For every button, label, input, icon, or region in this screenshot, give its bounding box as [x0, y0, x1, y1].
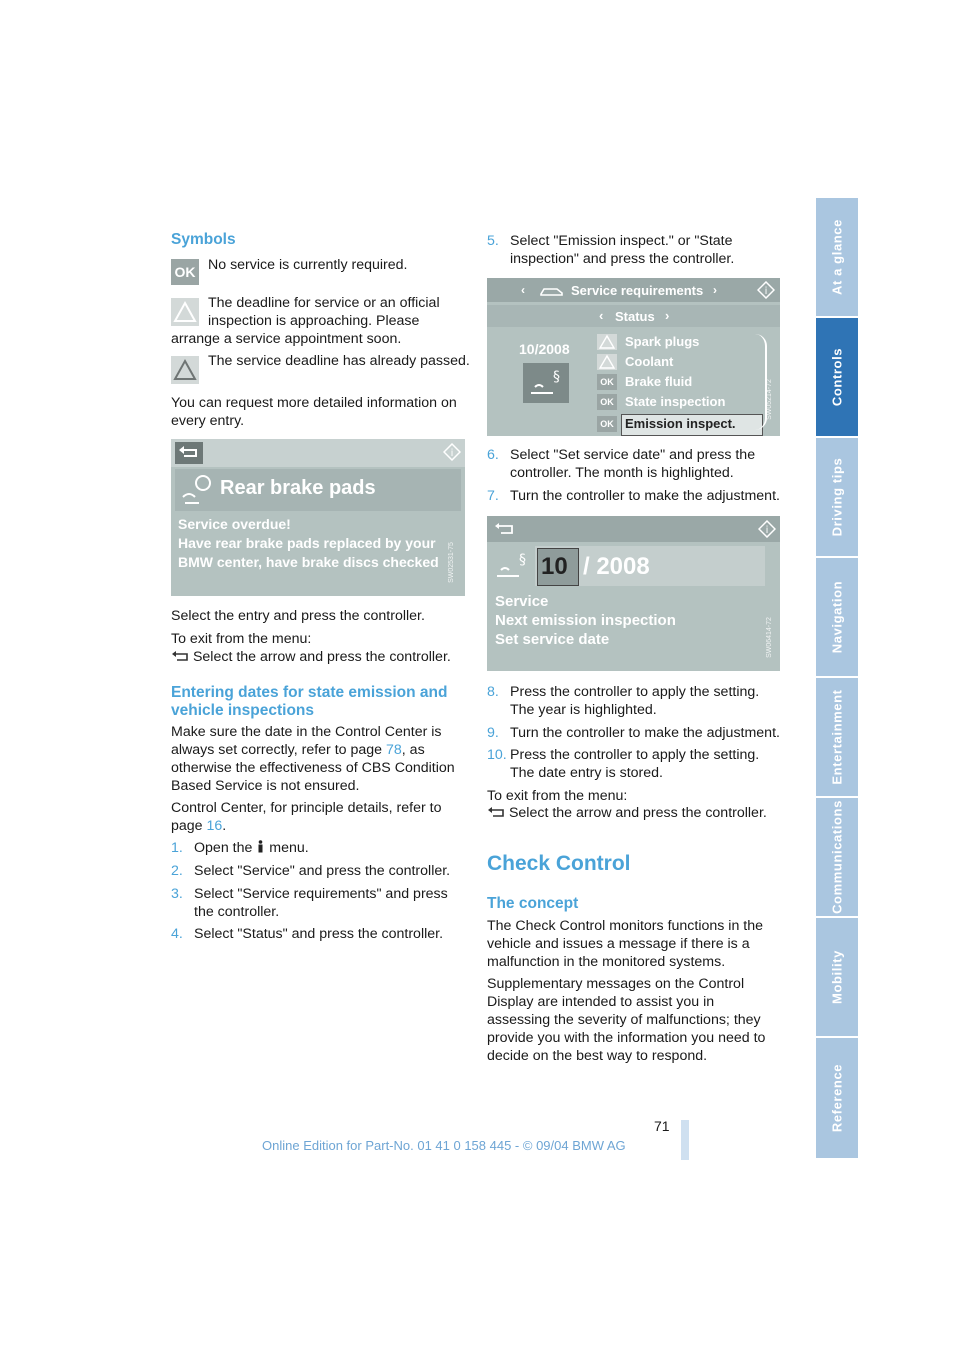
ok-icon: OK — [597, 374, 617, 390]
step-number: 10. — [487, 747, 507, 763]
step-2 — [171, 862, 451, 880]
car-icon — [539, 284, 565, 296]
warning-passed-icon — [171, 356, 199, 384]
heading-line: vehicle inspections — [171, 702, 314, 719]
symbol-approaching-line1: The deadline for service or an official — [208, 295, 440, 311]
service-overdue-text — [178, 515, 439, 572]
symbol-approaching-line3: arrange a service appointment soon. — [171, 331, 402, 347]
warning-icon — [597, 354, 617, 370]
back-arrow-button[interactable] — [175, 442, 203, 464]
image-code: SW02531-75 — [447, 542, 455, 583]
exit-select-line — [487, 804, 767, 822]
list-item-label: Emission inspect. — [625, 416, 736, 431]
rear-brake-pads-screen — [171, 439, 465, 596]
screen-title: Rear brake pads — [220, 477, 376, 499]
list-item-label: Coolant — [625, 354, 674, 369]
step-10 — [487, 746, 760, 781]
symbols-heading: Symbols — [171, 231, 236, 248]
tab-label: Controls — [829, 347, 845, 407]
make-sure-paragraph — [171, 723, 466, 795]
tab-driving-tips[interactable] — [816, 438, 858, 556]
status-left-arrow[interactable]: ‹ — [599, 308, 604, 323]
tab-at-a-glance[interactable] — [816, 198, 858, 316]
step-4 — [171, 925, 444, 943]
service-icon — [523, 363, 569, 403]
page-link-16[interactable]: 16 — [206, 818, 223, 834]
symbol-passed-text: The service deadline has already passed. — [208, 353, 470, 369]
exit-menu-text: To exit from the menu: — [487, 788, 628, 804]
tab-label: Reference — [829, 1063, 845, 1133]
screen-header — [487, 516, 780, 542]
tab-mobility[interactable] — [816, 918, 858, 1036]
ok-icon: OK — [597, 394, 617, 410]
concept-paragraph-1: The Check Control monitors functions in the vehicle and issues a message if there is a malfunction in the monitored systems. — [487, 918, 763, 970]
step-3 — [171, 885, 448, 920]
step-5 — [487, 232, 735, 267]
header-right-arrow[interactable]: › — [713, 283, 717, 297]
exit-select-line — [171, 648, 451, 666]
step-text: Select "Service requirements" and press the controller. — [194, 886, 448, 920]
step-number: 1. — [171, 840, 183, 856]
tab-reference[interactable] — [816, 1038, 858, 1158]
page-link-78[interactable]: 78 — [386, 742, 402, 758]
step-number: 8. — [487, 684, 499, 700]
symbol-ok-text: No service is currently required. — [208, 257, 408, 273]
step-text: menu. — [265, 840, 309, 856]
back-arrow-icon — [487, 806, 505, 818]
warning-icon — [597, 334, 617, 350]
control-center-paragraph — [171, 799, 466, 835]
list-item-label: Spark plugs — [625, 334, 700, 349]
tab-label: At a glance — [829, 219, 845, 295]
list-item-label: Brake fluid — [625, 374, 693, 389]
status-right-arrow[interactable]: › — [665, 308, 670, 323]
exit-select-text: Select the arrow and press the controller. — [192, 649, 451, 665]
list-item-label: State inspection — [625, 394, 726, 409]
tab-label: Driving tips — [829, 457, 845, 537]
info-icon — [757, 281, 775, 299]
service-items-list — [597, 332, 763, 436]
footer-text: Online Edition for Part-No. 01 41 0 158 445 - © 09/04 BMW AG — [262, 1138, 626, 1153]
step-number: 2. — [171, 863, 183, 879]
tab-navigation[interactable] — [816, 558, 858, 676]
screen-line: Service overdue! — [178, 516, 291, 532]
screen-header-title: Service requirements — [571, 283, 704, 298]
step-text: Turn the controller to make the adjustment. — [510, 725, 780, 741]
service-date: 10/2008 — [519, 341, 570, 357]
page-number: 71 — [654, 1118, 670, 1134]
svg-text:§: § — [553, 369, 560, 385]
brake-pads-icon — [179, 473, 217, 509]
exit-select-text: Select the arrow and press the controller. — [508, 805, 767, 821]
step-8 — [487, 683, 760, 718]
step-number: 3. — [171, 886, 183, 902]
step-text: Press the controller to apply the setting. The year is highlighted. — [510, 684, 760, 718]
step-9 — [487, 724, 780, 742]
ok-icon: OK — [171, 259, 199, 285]
service-menu-lines — [495, 592, 676, 649]
menu-line[interactable]: Next emission inspection — [495, 612, 676, 629]
step-number: 9. — [487, 725, 499, 741]
header-left-arrow[interactable]: ‹ — [521, 283, 525, 297]
service-requirements-screen — [487, 278, 780, 436]
list-item-emission-inspect-selected[interactable] — [597, 414, 763, 434]
symbol-approaching-line2: inspection is approaching. Please — [208, 313, 420, 329]
tab-communications[interactable] — [816, 798, 858, 916]
step-text: Select "Set service date" and press the controller. The month is highlighted. — [510, 447, 756, 481]
step-text: Press the controller to apply the setting. The date entry is stored. — [510, 747, 760, 781]
ok-icon: OK — [597, 416, 617, 432]
svg-text:i: i — [765, 525, 769, 536]
text-span: Make sure the date in the Control Center is always set correctly, refer to page — [171, 724, 442, 758]
text-span: . — [222, 818, 227, 834]
tab-entertainment[interactable] — [816, 678, 858, 796]
image-code: SW06414-72 — [765, 617, 773, 658]
step-number: 4. — [171, 926, 183, 942]
concept-heading: The concept — [487, 895, 579, 912]
set-service-date-screen — [487, 516, 780, 671]
entering-dates-heading — [171, 684, 447, 720]
select-entry-text: Select the entry and press the controller. — [171, 608, 425, 624]
exit-menu-text: To exit from the menu: — [171, 631, 312, 647]
screen-line: Have rear brake pads replaced by your — [178, 535, 436, 551]
step-6 — [487, 446, 756, 481]
status-label: Status — [615, 309, 655, 324]
tab-label: Mobility — [829, 950, 845, 1004]
text-span: , as otherwise the effectiveness of CBS Condition Based Service is not ensured. — [171, 742, 455, 794]
info-icon — [758, 520, 776, 538]
warning-approaching-icon — [171, 298, 199, 326]
screen-line: BMW center, have brake discs checked — [178, 554, 439, 570]
image-code: SW05214-72 — [765, 379, 773, 420]
tab-label: Communications — [829, 800, 845, 914]
request-more-text: You can request more detailed information on every entry. — [171, 395, 457, 429]
info-menu-icon — [256, 840, 265, 853]
heading-line: Entering dates for state emission and — [171, 684, 448, 701]
check-control-heading: Check Control — [487, 852, 631, 875]
step-number: 5. — [487, 233, 499, 249]
svg-text:i: i — [764, 286, 768, 297]
month-value: 10 — [541, 553, 568, 580]
step-1 — [171, 839, 309, 857]
tab-controls[interactable] — [816, 318, 858, 436]
step-text: Select "Status" and press the controller. — [194, 926, 444, 942]
menu-line[interactable]: Set service date — [495, 631, 610, 648]
service-icon — [493, 550, 533, 584]
step-text: Open the — [194, 840, 257, 856]
menu-line: Service — [495, 593, 549, 610]
year-value: / 2008 — [583, 553, 650, 580]
svg-text:§: § — [519, 552, 526, 568]
back-arrow-icon — [171, 650, 189, 662]
tab-label: Navigation — [829, 580, 845, 654]
concept-paragraph-2: Supplementary messages on the Control Display are intended to assist you in assessing the severity of malfunctions; they provide you with the information you need to decide on the best way to respond. — [487, 976, 766, 1064]
step-7 — [487, 487, 780, 505]
step-number: 7. — [487, 488, 499, 504]
back-arrow-button[interactable] — [493, 521, 515, 537]
svg-text:i: i — [450, 448, 454, 459]
info-icon — [443, 443, 461, 461]
step-text: Turn the controller to make the adjustment. — [510, 488, 780, 504]
step-text: Select "Emission inspect." or "State inspection" and press the controller. — [510, 233, 735, 267]
screen-header — [171, 439, 465, 467]
text-span: Control Center, for principle details, refer to page — [171, 800, 442, 834]
page-number-bar — [681, 1120, 689, 1160]
tab-label: Entertainment — [829, 689, 845, 785]
step-text: Select "Service" and press the controller. — [194, 863, 451, 879]
step-number: 6. — [487, 447, 499, 463]
